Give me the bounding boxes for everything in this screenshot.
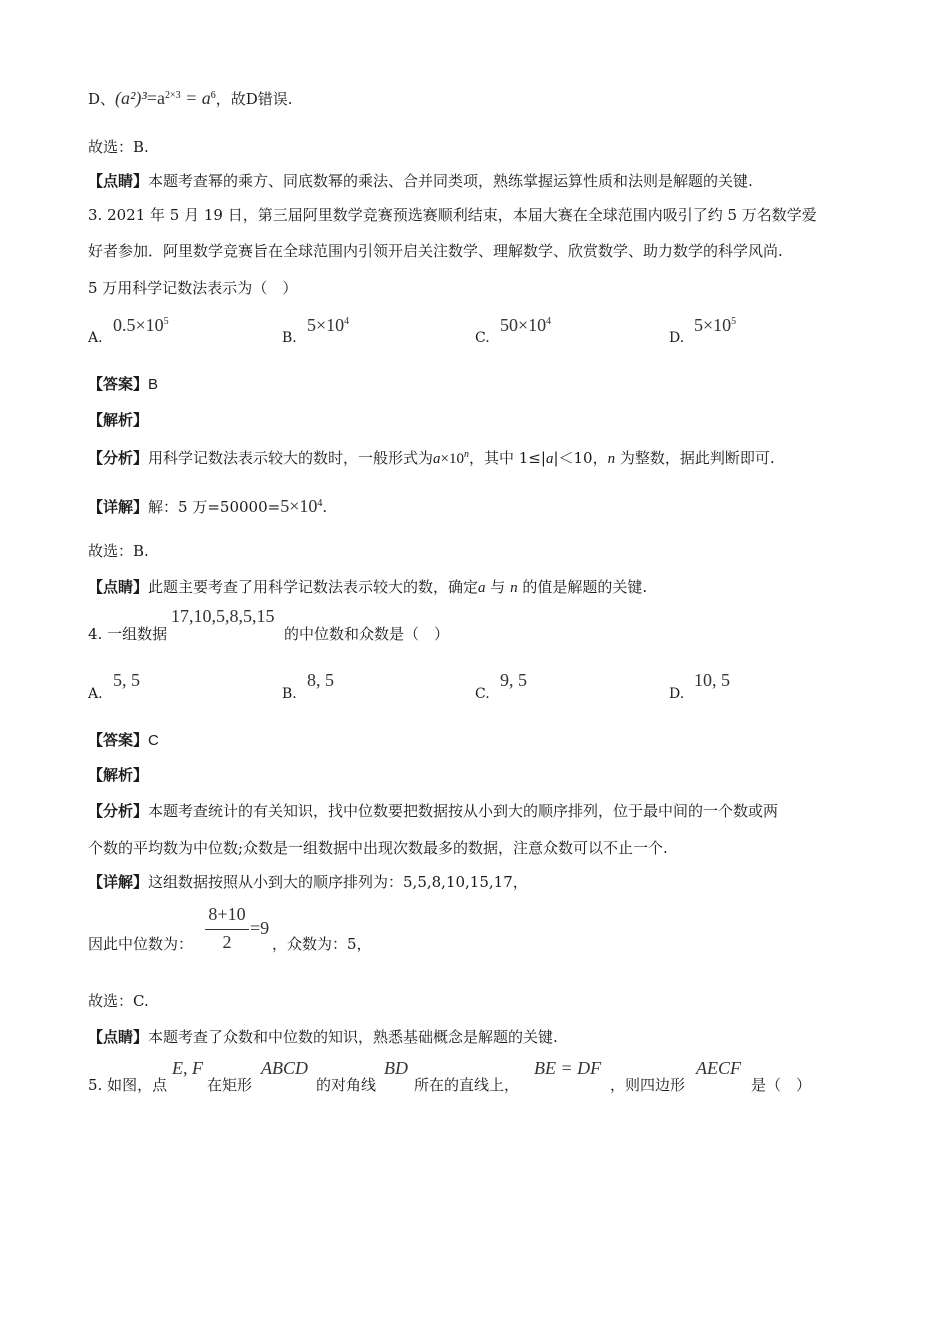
q5-m3: BD	[384, 1058, 408, 1078]
q2-select: 故选：B.	[88, 138, 149, 156]
q4-option-b-value: 8, 5	[307, 670, 334, 690]
q3-stem-line1: 3. 2021 年 5 月 19 日，第三届阿里数学竞赛预选赛顺利结束，本届大赛在全球范围内吸引了约 5 万名数学爱	[88, 206, 817, 224]
q2-option-d	[88, 86, 293, 109]
q4-fenxi-tag: 【分析】	[88, 802, 149, 820]
q4-fenxi-line1	[88, 801, 778, 821]
q3-option-c-value	[500, 315, 551, 336]
q4-answer	[88, 730, 159, 751]
q4-frac-numerator: 8+10	[208, 904, 246, 924]
q2-point-tag: 【点睛】	[88, 172, 149, 190]
q3-point-1: 此题主要考查了用科学记数法表示较大的数，确定	[148, 578, 479, 596]
q3-c-exp: 4	[546, 316, 552, 327]
q4-frac-denominator: 2	[222, 932, 232, 952]
q5-s4: 所在的直线上，	[414, 1076, 520, 1094]
q3-select: 故选：B.	[88, 542, 149, 560]
q3-d-base: 5×10	[694, 315, 732, 335]
q3-a-exp: 5	[163, 316, 169, 327]
q4-median-label: 因此中位数为：	[88, 935, 194, 953]
q3-b-exp: 4	[344, 316, 350, 327]
q3-point-2: 与	[485, 578, 511, 596]
q4-fenxi-1: 本题考查统计的有关知识，找中位数要把数据按从小到大的顺序排列，位于最中间的一个数或两	[148, 802, 779, 820]
q2-point-text: 本题考查幂的乘方、同底数幂的乘法、合并同类项，熟练掌握运算性质和法则是解题的关键.	[148, 172, 753, 190]
q2-d-suffix: ，故D错误.	[215, 90, 293, 108]
q3-fenxi-2: ×10	[440, 451, 464, 467]
q3-fenxi	[88, 445, 775, 469]
q3-b-base: 5×10	[307, 315, 345, 335]
q4-option-d-value: 10, 5	[694, 670, 730, 690]
q3-detail-text: 解：5 万=50000=	[148, 498, 281, 516]
q3-fenxi-n2: n	[607, 451, 616, 467]
q3-point-n: n	[510, 580, 518, 596]
q5-m4: BE = DF	[534, 1058, 602, 1078]
q4-option-d-label: D.	[669, 686, 685, 702]
q3-option-a-label: A.	[88, 330, 103, 346]
q3-detail-end: .	[322, 498, 328, 516]
q3-option-b-value	[307, 315, 349, 336]
q2-d-math-eq: = a	[180, 88, 211, 108]
q3-option-c-label: C.	[475, 330, 490, 346]
q3-stem-line2: 好者参加．阿里数学竞赛旨在全球范围内引领开启关注数学、理解数学、欣赏数学、助力数学的科学风尚.	[88, 242, 783, 260]
q2-d-exp: 2×3	[164, 90, 181, 101]
q4-frac-result: =9	[250, 918, 270, 938]
q3-answer	[88, 374, 158, 395]
q3-detail	[88, 494, 327, 517]
q2-d-exp2: 6	[210, 90, 216, 101]
q4-detail-tag: 【详解】	[88, 873, 149, 891]
q3-fenxi-tag: 【分析】	[88, 449, 149, 467]
q3-option-b-label: B.	[282, 330, 297, 346]
q4-option-b-label: B.	[282, 686, 297, 702]
q4-stem-data: 17,10,5,8,5,15	[171, 606, 275, 626]
q4-analysis-tag: 【解析】	[88, 766, 149, 784]
q3-option-d-value	[694, 315, 736, 336]
q4-option-c-label: C.	[475, 686, 490, 702]
q3-fenxi-5: 为整数，据此判断即可.	[615, 449, 775, 467]
q3-detail-exp: 4	[317, 498, 323, 509]
q3-fenxi-3: ，其中 1≤|	[469, 449, 546, 467]
q3-point-a: a	[478, 580, 486, 596]
q4-select: 故选：C.	[88, 992, 149, 1010]
q5-s3: 的对角线	[316, 1076, 377, 1094]
q3-fenxi-1: 用科学记数法表示较大的数时，一般形式为	[148, 449, 434, 467]
q4-point-text: 本题考查了众数和中位数的知识，熟悉基础概念是解题的关键.	[148, 1028, 558, 1046]
q2-point	[88, 171, 753, 191]
q3-a-base: 0.5×10	[113, 315, 164, 335]
q3-c-base: 50×10	[500, 315, 547, 335]
q3-analysis-tag: 【解析】	[88, 411, 149, 429]
q4-point-tag: 【点睛】	[88, 1028, 149, 1046]
q4-frac-bar	[205, 929, 249, 930]
q4-option-a-label: A.	[88, 686, 103, 702]
q3-detail-tag: 【详解】	[88, 498, 149, 516]
q3-option-d-label: D.	[669, 330, 685, 346]
q2-d-math-mid: =a	[146, 88, 165, 108]
q3-fenxi-a2: a	[545, 451, 554, 467]
q4-fenxi-line2: 个数的平均数为中位数;众数是一组数据中出现次数最多的数据，注意众数可以不止一个.	[88, 839, 668, 857]
q4-option-a-value: 5, 5	[113, 670, 140, 690]
q5-m1: E, F	[172, 1058, 203, 1078]
q4-point	[88, 1027, 558, 1047]
q3-stem-line3: 5 万用科学记数法表示为（ ）	[88, 279, 298, 297]
q4-option-c-value: 9, 5	[500, 670, 527, 690]
q4-stem-question: 的中位数和众数是（ ）	[284, 625, 450, 643]
q5-s1: 5. 如图，点	[88, 1076, 168, 1094]
q5-s6: 是（ ）	[751, 1076, 812, 1094]
q2-d-math-lhs: (a²)³	[115, 88, 147, 108]
q3-fenxi-a: a	[433, 451, 441, 467]
q5-s2: 在矩形	[207, 1076, 253, 1094]
q3-fenxi-4: |＜10，	[553, 449, 608, 467]
q3-option-a-value	[113, 315, 169, 336]
q3-point	[88, 577, 647, 598]
q5-m5: AECF	[696, 1058, 741, 1078]
q5-m2: ABCD	[261, 1058, 308, 1078]
q3-point-3: 的值是解题的关键.	[517, 578, 648, 596]
q3-fenxi-n: n	[464, 449, 469, 460]
q4-detail	[88, 872, 528, 892]
q5-s5: ，则四边形	[610, 1076, 686, 1094]
q4-answer-tag: 【答案】	[88, 731, 149, 749]
q3-d-exp: 5	[731, 316, 737, 327]
q2-d-label: D、	[88, 90, 116, 108]
q3-detail-math: 5×10	[280, 496, 318, 516]
q3-point-tag: 【点睛】	[88, 578, 149, 596]
q4-stem-label: 4. 一组数据	[88, 625, 168, 643]
q4-detail-text: 这组数据按照从小到大的顺序排列为：5,5,8,10,15,17，	[148, 873, 528, 891]
q3-answer-tag: 【答案】	[88, 375, 149, 393]
q4-mode-text: ，众数为：5，	[272, 935, 372, 953]
q4-answer-value: C	[148, 732, 159, 749]
q3-answer-value: B	[148, 376, 159, 393]
